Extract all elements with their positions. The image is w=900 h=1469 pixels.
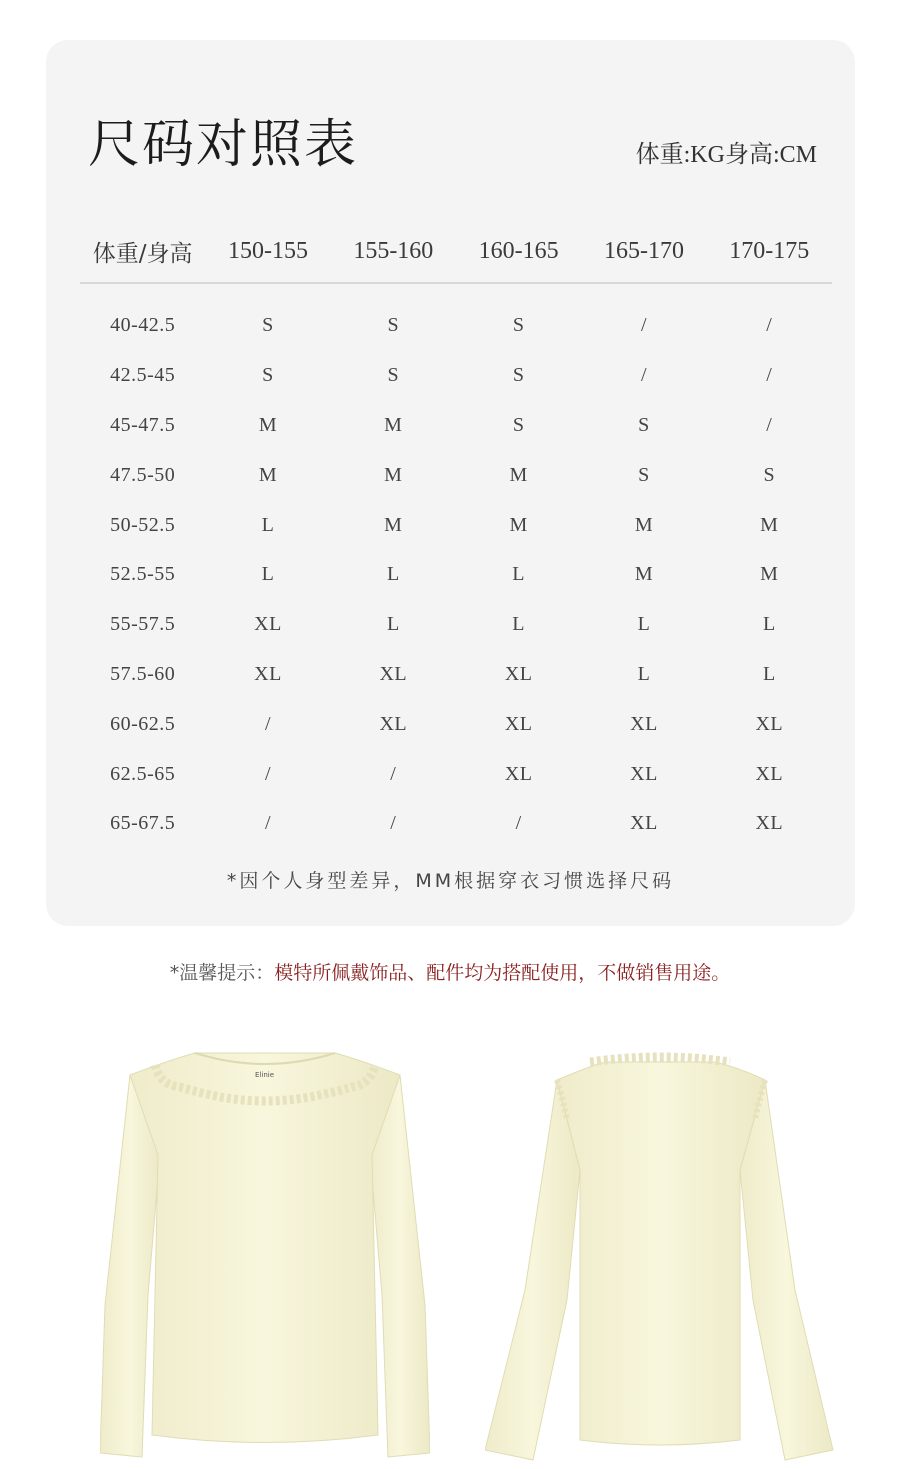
size-chart-card xyxy=(46,40,855,926)
size-cell: XL xyxy=(504,762,533,785)
table-row xyxy=(80,301,832,351)
weight-range-cell: 60-62.5 xyxy=(110,712,176,735)
footnote: *因个人身型差异，MM根据穿衣习惯选择尺码 xyxy=(226,870,675,892)
header-cell: 165-170 xyxy=(603,237,684,264)
size-cell: / xyxy=(766,314,773,337)
size-cell: L xyxy=(637,613,651,636)
size-cell: S xyxy=(638,463,650,486)
size-cell: / xyxy=(390,812,397,835)
weight-range-cell: 45-47.5 xyxy=(110,413,176,436)
size-cell: M xyxy=(384,513,403,536)
size-cell: L xyxy=(512,563,525,586)
size-cell: XL xyxy=(379,662,408,685)
table-row xyxy=(80,650,832,700)
table-row xyxy=(80,749,832,799)
table-row xyxy=(80,401,832,451)
size-cell: / xyxy=(264,812,272,835)
header-cell: 160-165 xyxy=(478,237,559,264)
table-row xyxy=(80,351,832,401)
size-cell: M xyxy=(509,463,528,486)
size-cell: S xyxy=(512,314,525,337)
size-cell: L xyxy=(386,613,400,636)
weight-range-cell: 65-67.5 xyxy=(110,812,176,835)
header-cell: 170-175 xyxy=(729,237,810,264)
size-cell: S xyxy=(262,314,274,337)
size-cell: S xyxy=(512,413,525,436)
size-cell: XL xyxy=(755,812,784,835)
weight-range-cell: 52.5-55 xyxy=(110,563,176,586)
weight-range-cell: 57.5-60 xyxy=(110,662,176,685)
size-cell: S xyxy=(262,364,274,387)
size-cell: L xyxy=(762,662,776,685)
size-cell: / xyxy=(766,413,773,436)
size-cell: XL xyxy=(254,662,282,685)
size-cell: XL xyxy=(254,613,282,636)
unit-note: 体重:KG身高:CM xyxy=(635,142,817,168)
table-row xyxy=(80,550,832,600)
size-cell: M xyxy=(258,463,278,486)
size-cell: M xyxy=(634,513,654,536)
table-row xyxy=(80,600,832,650)
warm-tip xyxy=(0,958,900,985)
weight-range-cell: 47.5-50 xyxy=(110,463,176,486)
table-row xyxy=(80,699,832,749)
tip-label: *温馨提示： xyxy=(169,962,275,984)
garment-back-image xyxy=(485,1050,835,1465)
weight-range-cell: 50-52.5 xyxy=(110,513,176,536)
size-cell: XL xyxy=(630,812,658,835)
size-cell: XL xyxy=(630,762,658,785)
size-cell: XL xyxy=(755,762,784,785)
weight-range-cell: 62.5-65 xyxy=(110,762,176,785)
tip-text: 模特所佩戴饰品、配件均为搭配使用，不做销售用途。 xyxy=(274,962,731,984)
size-cell: XL xyxy=(504,712,533,735)
page-title: 尺码对照表 xyxy=(88,115,359,175)
size-cell: L xyxy=(512,613,525,636)
table-row xyxy=(80,799,832,849)
header-cell-weight-height: 体重/身高 xyxy=(92,240,193,267)
size-cell: M xyxy=(509,513,528,536)
size-cell: L xyxy=(762,613,776,636)
table-row xyxy=(80,500,832,550)
size-cell: / xyxy=(640,364,647,387)
size-cell: XL xyxy=(379,712,408,735)
size-cell: M xyxy=(760,563,779,586)
brand-label: Elinie xyxy=(255,1071,275,1079)
size-cell: S xyxy=(638,413,650,436)
size-cell: / xyxy=(515,812,522,835)
weight-range-cell: 40-42.5 xyxy=(110,314,176,337)
size-cell: S xyxy=(387,314,400,337)
garment-front-image xyxy=(100,1045,430,1460)
weight-range-cell: 42.5-45 xyxy=(110,364,176,387)
size-cell: S xyxy=(763,463,776,486)
size-cell: / xyxy=(264,762,272,785)
size-cell: / xyxy=(640,314,647,337)
weight-range-cell: 55-57.5 xyxy=(110,613,176,636)
size-cell: / xyxy=(264,712,272,735)
size-cell: L xyxy=(261,563,275,586)
size-cell: XL xyxy=(630,712,658,735)
table-row xyxy=(80,450,832,500)
size-cell: S xyxy=(387,364,400,387)
size-cell: M xyxy=(634,563,654,586)
size-cell: XL xyxy=(755,712,784,735)
size-cell: M xyxy=(384,413,403,436)
size-cell: L xyxy=(386,563,400,586)
size-cell: / xyxy=(390,762,397,785)
size-cell: XL xyxy=(504,662,533,685)
size-table xyxy=(80,220,832,849)
table-header xyxy=(80,220,832,284)
header-cell: 155-160 xyxy=(353,237,434,264)
table-body xyxy=(80,284,832,849)
size-cell: S xyxy=(512,364,525,387)
size-cell: M xyxy=(258,413,278,436)
size-cell: M xyxy=(760,513,779,536)
size-cell: L xyxy=(637,662,651,685)
size-cell: / xyxy=(766,364,773,387)
header-cell: 150-155 xyxy=(227,237,308,264)
size-cell: M xyxy=(384,463,403,486)
size-cell: L xyxy=(261,513,275,536)
